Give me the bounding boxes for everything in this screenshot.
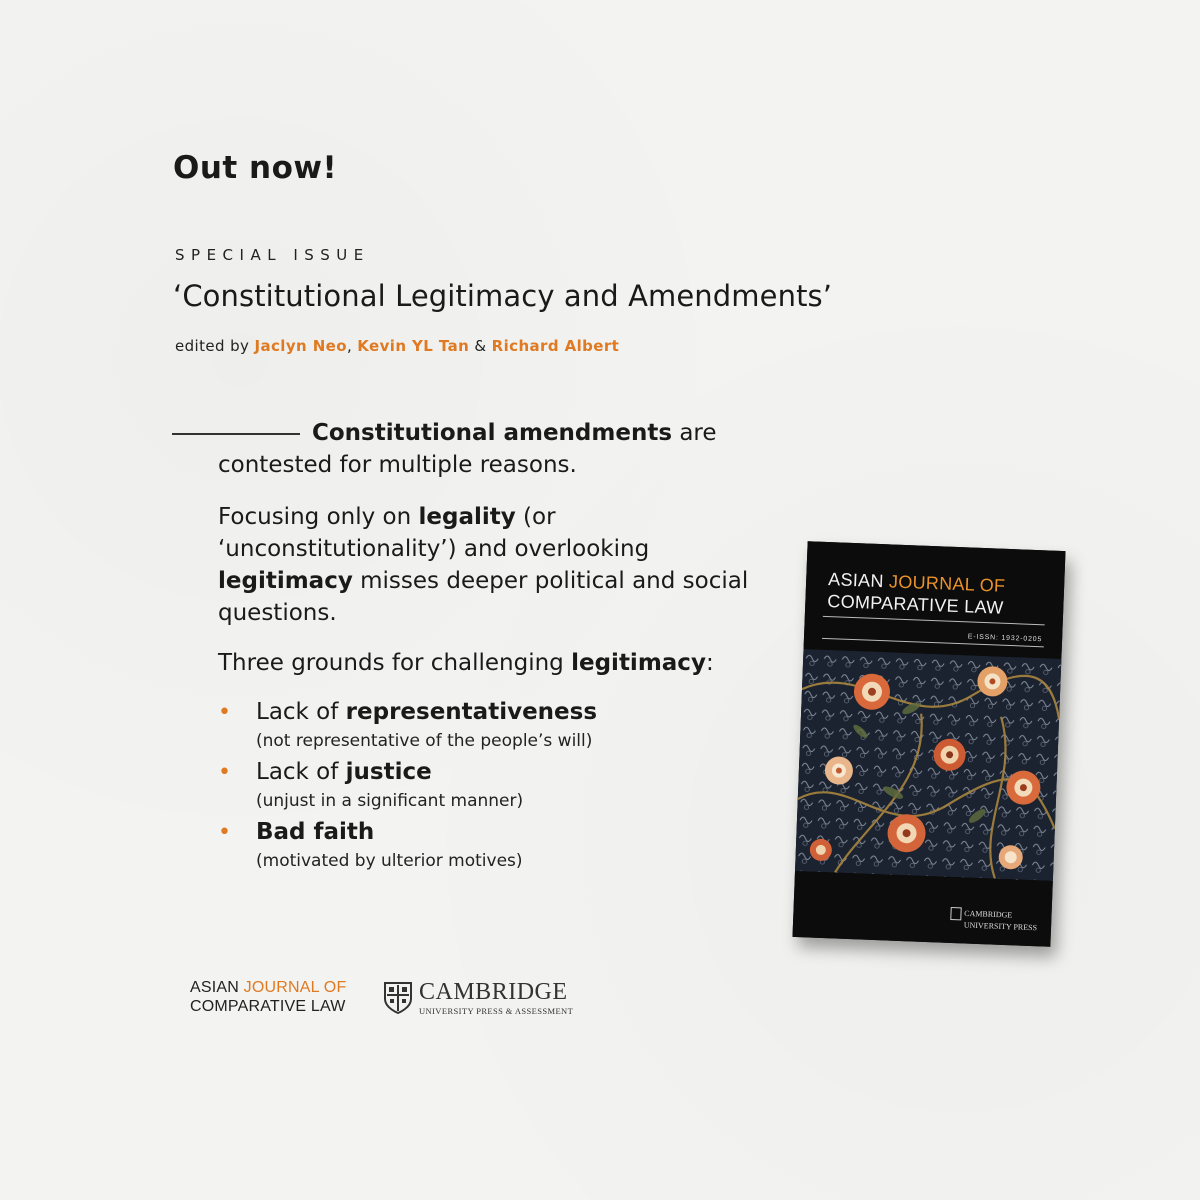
bold-term: Constitutional amendments [312,420,673,446]
journal-cover[interactable] [792,541,1065,947]
cambridge-shield-icon [383,981,413,1015]
bold-term: legitimacy [571,650,706,676]
cover-press-sub: UNIVERSITY PRESS [963,920,1038,933]
headline: Out now! [173,150,338,186]
text-run: are contested for multiple reasons. [218,420,717,478]
ajcl-logo[interactable] [190,978,346,1016]
bullet-dot-icon: • [218,760,231,785]
bullet-dot-icon: • [218,700,231,725]
list-item [218,757,778,813]
cambridge-wordmark [419,980,573,1016]
ajcl-logo-word: ASIAN [190,979,244,996]
bullet-subtext: (unjust in a significant manner) [256,791,524,811]
bold-term: legitimacy [218,568,353,594]
bullet-heading [256,697,778,727]
paragraph-grounds [218,647,778,679]
bold-term: legality [418,504,516,530]
cover-header [804,541,1066,657]
bold-term: representativeness [345,699,598,725]
cambridge-subtitle: UNIVERSITY PRESS & ASSESSMENT [419,1006,574,1016]
bullet-subtext: (not representative of the people’s will) [256,731,593,751]
bullet-heading [256,817,778,847]
batik-pattern-art [795,649,1061,881]
ajcl-logo-highlight: JOURNAL OF [243,979,347,996]
ajcl-logo-word: COMPARATIVE LAW [190,998,346,1015]
editor-separator: , [346,337,353,355]
list-item [218,697,778,753]
bold-term: justice [345,759,432,785]
text-run: misses deeper political and social questions. [218,568,749,626]
bold-term: Bad faith [256,819,375,845]
editor-name[interactable]: Kevin YL Tan [357,337,470,355]
text-run: : [705,650,714,676]
kicker-label: SPECIAL ISSUE [175,246,370,264]
body-text [218,417,778,877]
text-run: Lack of [256,699,346,725]
editors-prefix: edited by [175,337,250,355]
cambridge-logo[interactable] [383,980,573,1016]
editors-line [175,337,619,355]
grounds-list [218,697,778,873]
paragraph-legality [218,501,778,629]
cover-title [827,568,1055,621]
cover-title-word: COMPARATIVE LAW [827,591,1004,618]
list-item [218,817,778,873]
cover-press-name: CAMBRIDGE [964,908,1013,920]
bullet-subtext: (motivated by ulterior motives) [256,851,523,871]
text-run: Lack of [256,759,346,785]
cambridge-name: CAMBRIDGE [419,979,568,1005]
bullet-dot-icon: • [218,820,231,845]
text-run: Three grounds for challenging [218,650,572,676]
cover-batik-pattern [795,649,1061,881]
cover-title-word: ASIAN [827,569,890,592]
text-run: Focusing only on [218,504,419,530]
editor-name[interactable]: Jaclyn Neo [254,337,347,355]
cover-issn: E-ISSN: 1932-0205 [967,633,1043,644]
editor-name[interactable]: Richard Albert [491,337,620,355]
cambridge-crest-icon [950,907,961,920]
editor-conjunction: & [474,337,487,355]
cover-title-highlight: JOURNAL OF [888,571,1006,596]
paragraph-intro [218,417,778,481]
text-run: (or ‘unconstitutionality’) and overlooking [218,504,650,562]
issue-title: ‘Constitutional Legitimacy and Amendments’ [173,279,833,313]
bullet-heading [256,757,778,787]
cover-publisher [950,907,1038,932]
cover-footer [792,871,1052,947]
